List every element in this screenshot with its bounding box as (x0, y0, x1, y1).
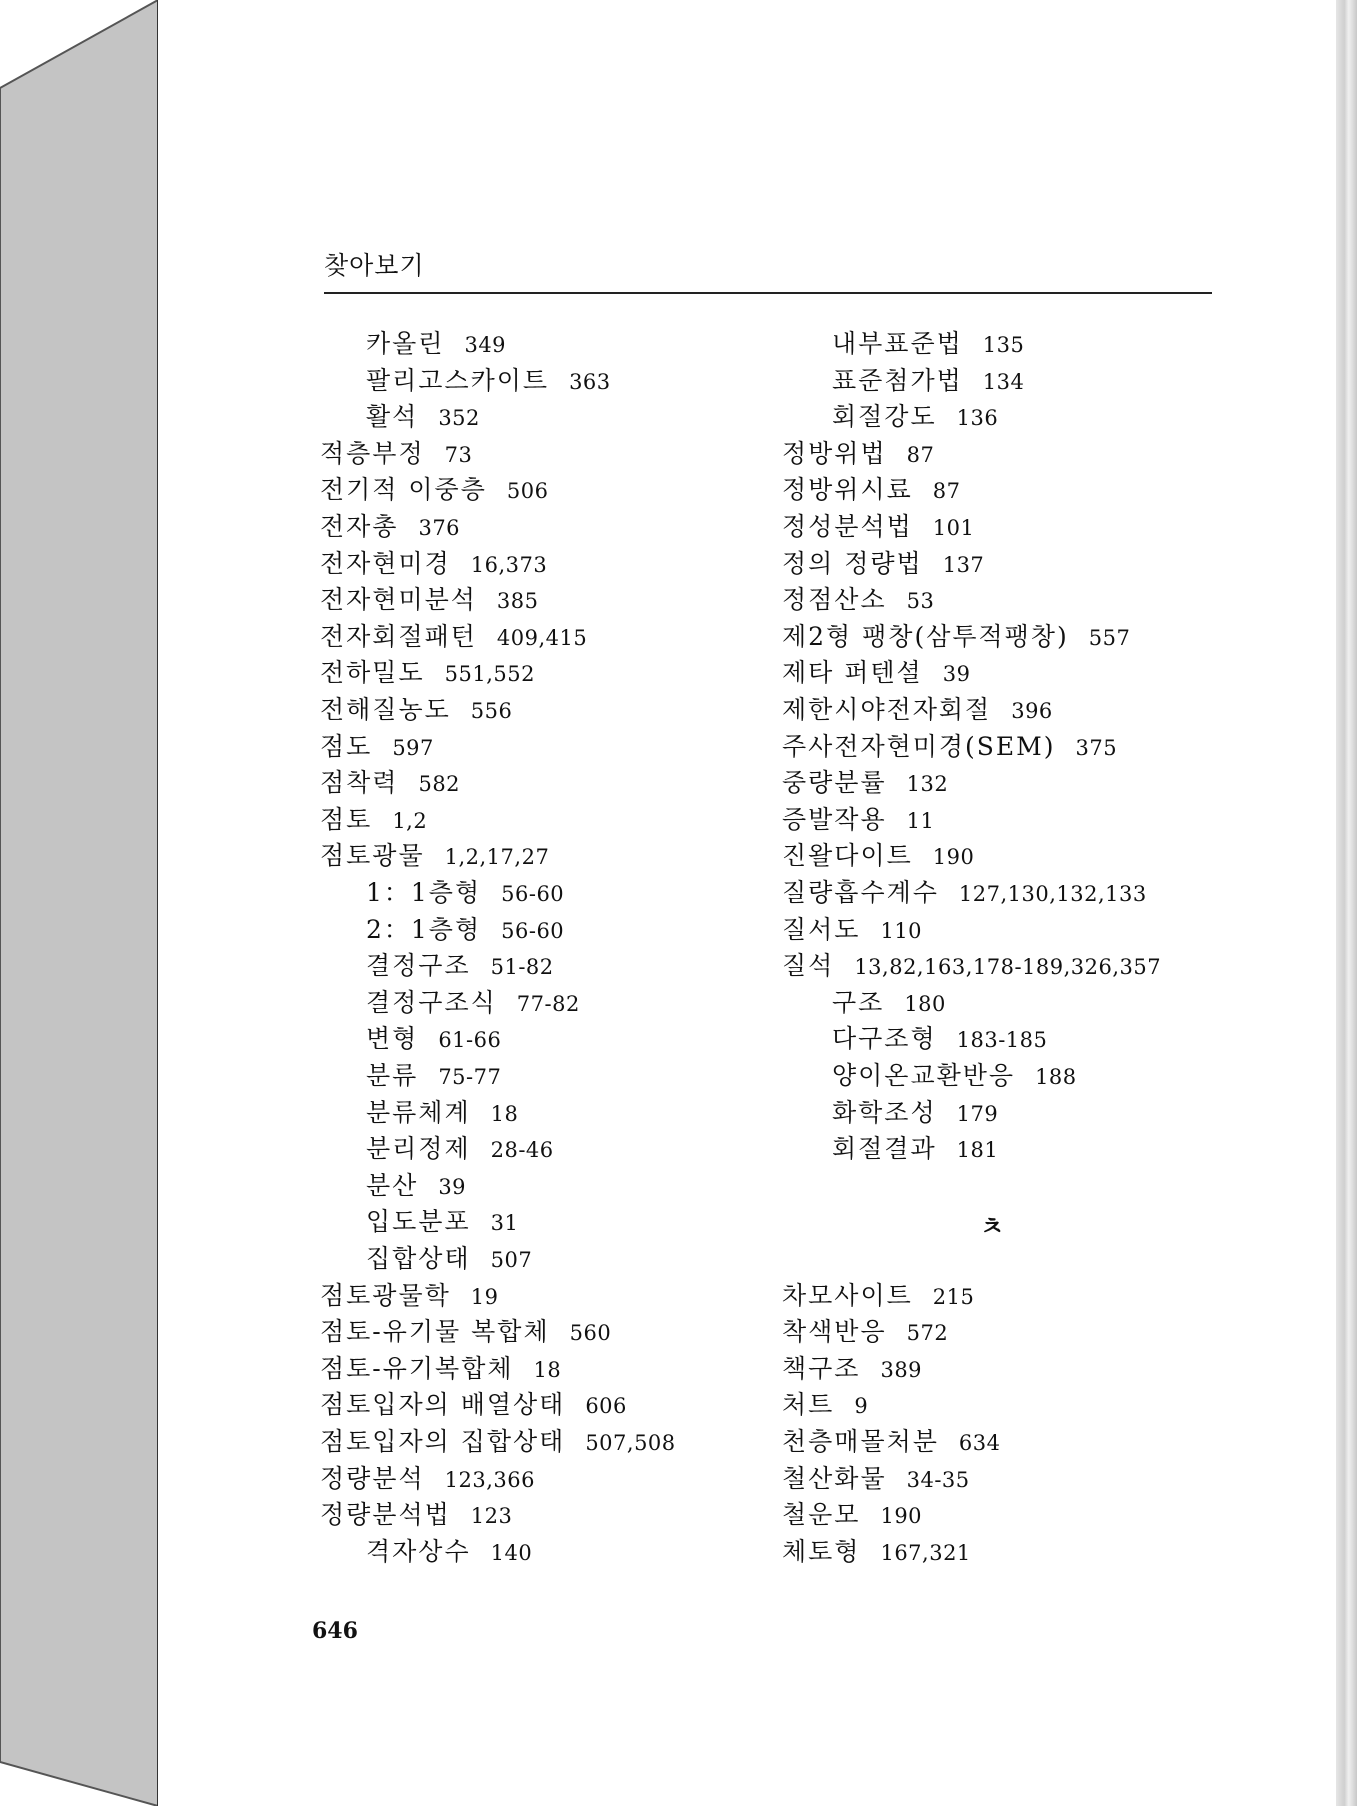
index-page-refs: 572 (906, 1321, 949, 1346)
index-term: 제2형 팽창(삼투적팽창) (782, 621, 1069, 651)
index-term: 팔리고스카이트 (366, 365, 550, 395)
index-page-refs: 190 (932, 845, 975, 870)
index-term: 분류 (366, 1061, 419, 1090)
index-entry (366, 1171, 466, 1201)
index-entry (832, 402, 998, 432)
index-page-refs: 597 (392, 735, 434, 760)
index-entry (320, 622, 587, 652)
index-term: 질석 (782, 951, 835, 981)
index-page-refs: 385 (496, 589, 539, 614)
index-term: 점착력 (320, 768, 399, 798)
index-term: 정량분석법 (320, 1500, 451, 1530)
section-heading-chieut: ㅊ (980, 1212, 1005, 1242)
index-page-refs: 556 (470, 699, 513, 723)
index-term: 1：1층형 (366, 878, 482, 907)
index-entry (832, 366, 1024, 396)
index-term: 점토광물학 (320, 1280, 451, 1310)
index-page-refs: 19 (470, 1284, 499, 1309)
index-page-refs: 181 (956, 1138, 999, 1163)
index-page-refs: 560 (569, 1321, 612, 1346)
index-entry (782, 915, 922, 945)
index-term: 구조 (832, 987, 885, 1017)
index-entry (366, 366, 611, 396)
index-entry (832, 1061, 1077, 1091)
index-page-refs: 87 (932, 479, 961, 504)
index-page-refs: 110 (880, 918, 923, 943)
index-entry (320, 1317, 611, 1347)
index-entry (366, 951, 554, 981)
index-entry (782, 732, 1117, 762)
index-page-refs: 16,373 (470, 552, 548, 577)
index-term: 격자상수 (366, 1536, 471, 1566)
index-term: 전자회절패턴 (320, 621, 477, 651)
index-term: 2：1층형 (366, 914, 482, 944)
index-entry (320, 732, 434, 762)
index-page-refs: 188 (1035, 1065, 1077, 1089)
index-page-refs: 582 (418, 772, 461, 797)
index-page-refs: 39 (942, 662, 971, 687)
index-term: 천층매몰처분 (782, 1427, 939, 1456)
index-page-refs: 123 (470, 1504, 513, 1529)
index-term: 정성분석법 (782, 512, 913, 541)
index-entry (366, 1098, 518, 1128)
index-entry (366, 988, 580, 1018)
index-term: 적층부정 (320, 438, 425, 468)
index-entry (782, 1317, 948, 1347)
index-term: 점토입자의 집합상태 (320, 1427, 566, 1456)
index-entry (320, 841, 549, 871)
index-term: 정점산소 (782, 585, 887, 615)
index-page-refs: 56-60 (501, 882, 565, 906)
index-term: 점토 (320, 804, 373, 834)
index-entry (320, 1281, 499, 1311)
index-term: 결정구조식 (366, 987, 497, 1017)
index-term: 화학조성 (832, 1097, 937, 1127)
index-entry (782, 1464, 970, 1494)
index-page-refs: 101 (932, 516, 975, 540)
index-page-refs: 606 (585, 1394, 627, 1419)
index-entry (320, 1427, 676, 1457)
index-term: 점토입자의 배열상태 (320, 1390, 566, 1420)
index-term: 철산화물 (782, 1463, 887, 1493)
index-page-refs: 1,2 (392, 808, 428, 833)
index-term: 증발작용 (782, 804, 887, 834)
index-page-refs: 396 (1011, 699, 1053, 723)
index-term: 정방위시료 (782, 475, 913, 505)
index-term: 책구조 (782, 1353, 861, 1383)
index-term: 집합상태 (366, 1244, 471, 1273)
index-page-refs: 409,415 (496, 625, 588, 650)
index-entry (320, 512, 460, 542)
index-term: 분리정제 (366, 1134, 471, 1164)
index-page-refs: 56-60 (501, 918, 565, 943)
index-term: 회절결과 (832, 1134, 937, 1164)
index-entry (366, 329, 506, 359)
index-entry (320, 1464, 535, 1494)
index-page-refs: 183-185 (956, 1028, 1048, 1053)
index-page-refs: 1,2,17,27 (444, 845, 550, 870)
index-entry (320, 658, 535, 688)
index-term: 전해질농도 (320, 695, 451, 724)
page-edge (1336, 0, 1357, 1806)
index-entry (782, 1281, 974, 1311)
index-page-refs: 507 (490, 1248, 533, 1272)
index-entry (782, 878, 1147, 908)
index-page-refs: 18 (490, 1101, 519, 1126)
index-page-refs: 34-35 (906, 1467, 970, 1492)
index-entry (832, 329, 1024, 359)
index-term: 질량흡수계수 (782, 878, 939, 907)
index-term: 처트 (782, 1390, 835, 1420)
index-term: 분산 (366, 1170, 419, 1200)
index-term: 분류체계 (366, 1097, 471, 1127)
index-page-refs: 28-46 (490, 1138, 554, 1163)
index-term: 철운모 (782, 1500, 861, 1530)
index-page-refs: 61-66 (438, 1028, 502, 1053)
index-entry (832, 1098, 998, 1128)
index-page-refs: 551,552 (444, 662, 535, 687)
index-term: 점토-유기복합체 (320, 1353, 514, 1383)
index-term: 활석 (366, 402, 419, 432)
index-page-refs: 137 (942, 552, 985, 577)
index-term: 전자현미분석 (320, 585, 477, 615)
index-page-refs: 18 (533, 1357, 562, 1382)
index-entry (782, 1354, 922, 1384)
index-page-refs: 167,321 (880, 1540, 971, 1565)
index-term: 점토-유기물 복합체 (320, 1317, 550, 1347)
index-term: 전기적 이중층 (320, 475, 487, 505)
index-page-refs: 39 (438, 1174, 467, 1199)
index-term: 정량분석 (320, 1463, 425, 1493)
index-page-refs: 634 (958, 1431, 1001, 1455)
index-page-refs: 140 (490, 1540, 533, 1565)
index-term: 체토형 (782, 1536, 861, 1566)
index-term: 차모사이트 (782, 1280, 913, 1310)
index-entry (320, 768, 460, 798)
index-entry (366, 1207, 518, 1237)
index-entry (782, 768, 948, 798)
index-page-refs: 389 (880, 1357, 923, 1382)
index-page-refs: 51-82 (490, 955, 554, 980)
index-entry (782, 1537, 971, 1567)
index-entry (320, 549, 547, 579)
index-entry (782, 841, 974, 871)
index-term: 진왈다이트 (782, 841, 913, 871)
index-page-refs: 376 (418, 516, 461, 540)
index-term: 입도분포 (366, 1207, 471, 1237)
index-entry (320, 439, 472, 469)
index-entry (782, 951, 1161, 981)
index-entry (366, 1024, 501, 1054)
index-term: 정방위법 (782, 438, 887, 468)
index-term: 카올린 (366, 329, 445, 358)
index-page-refs: 77-82 (516, 991, 580, 1016)
index-term: 표준첨가법 (832, 365, 963, 395)
index-page-refs: 136 (956, 406, 999, 431)
index-term: 다구조형 (832, 1024, 937, 1054)
index-entry (320, 1390, 627, 1420)
index-entry (782, 622, 1130, 652)
index-term: 전하밀도 (320, 658, 425, 688)
index-page-refs: 215 (932, 1284, 975, 1309)
index-term: 전자총 (320, 512, 399, 541)
index-page-refs: 190 (880, 1504, 923, 1529)
index-entry (366, 402, 480, 432)
index-page-refs: 9 (854, 1394, 869, 1419)
index-entry (366, 1537, 532, 1567)
index-term: 착색반응 (782, 1317, 887, 1347)
index-term: 제한시야전자회절 (782, 695, 992, 724)
index-page-refs: 557 (1088, 625, 1131, 650)
index-entry (782, 512, 974, 542)
index-page-refs: 179 (956, 1101, 999, 1126)
index-entry (832, 988, 946, 1018)
index-entry (320, 475, 548, 505)
index-term: 중량분률 (782, 768, 887, 798)
page-number: 646 (312, 1618, 358, 1644)
index-entry (782, 695, 1053, 725)
index-page-refs: 363 (569, 369, 611, 394)
index-entry (832, 1024, 1047, 1054)
index-page-refs: 87 (906, 442, 935, 467)
index-term: 결정구조 (366, 951, 471, 981)
index-page-refs: 180 (904, 991, 946, 1016)
index-page-refs: 507,508 (585, 1431, 676, 1455)
index-page-refs: 75-77 (438, 1065, 502, 1089)
index-page-refs: 506 (506, 479, 549, 504)
index-term: 내부표준법 (832, 329, 963, 358)
index-page-refs: 127,130,132,133 (958, 882, 1147, 906)
index-entry (782, 658, 970, 688)
index-entry (366, 915, 564, 945)
index-entry (782, 1390, 868, 1420)
index-page-refs: 31 (490, 1211, 519, 1236)
index-entry (782, 805, 934, 835)
index-term: 점도 (320, 731, 373, 761)
index-page-refs: 53 (906, 589, 935, 614)
index-term: 주사전자현미경(SEM) (782, 731, 1056, 761)
index-entry (320, 585, 539, 615)
index-entry (366, 878, 564, 908)
index-entry (832, 1134, 998, 1164)
index-term: 양이온교환반응 (832, 1061, 1016, 1090)
index-entry (320, 1354, 561, 1384)
header-rule (324, 292, 1212, 294)
index-page-refs: 352 (438, 406, 480, 431)
index-entry (320, 1500, 512, 1530)
index-page-refs: 123,366 (444, 1467, 535, 1492)
index-entry (320, 695, 512, 725)
index-entry (366, 1244, 532, 1274)
index-term: 정의 정량법 (782, 548, 923, 578)
index-entry (782, 439, 934, 469)
index-page-refs: 375 (1075, 735, 1118, 760)
index-entry (782, 1500, 922, 1530)
index-page-refs: 132 (906, 772, 949, 797)
index-term: 전자현미경 (320, 548, 451, 578)
index-page-refs: 349 (464, 333, 507, 357)
index-term: 점토광물 (320, 841, 425, 871)
index-term: 질서도 (782, 914, 861, 944)
index-term: 변형 (366, 1024, 419, 1054)
index-page-refs: 134 (982, 369, 1025, 394)
index-page-refs: 135 (982, 333, 1025, 357)
index-entry (320, 805, 427, 835)
index-term: 제타 퍼텐셜 (782, 658, 923, 688)
index-entry (366, 1061, 501, 1091)
index-entry (782, 1427, 1001, 1457)
index-term: 회절강도 (832, 402, 937, 432)
index-entry (782, 585, 934, 615)
index-entry (782, 549, 984, 579)
index-entry (782, 475, 961, 505)
index-page-refs: 11 (906, 808, 935, 833)
index-entry (366, 1134, 554, 1164)
index-page-refs: 73 (444, 442, 473, 467)
index-page-refs: 13,82,163,178-189,326,357 (854, 955, 1162, 980)
running-head-title: 찾아보기 (324, 251, 425, 280)
